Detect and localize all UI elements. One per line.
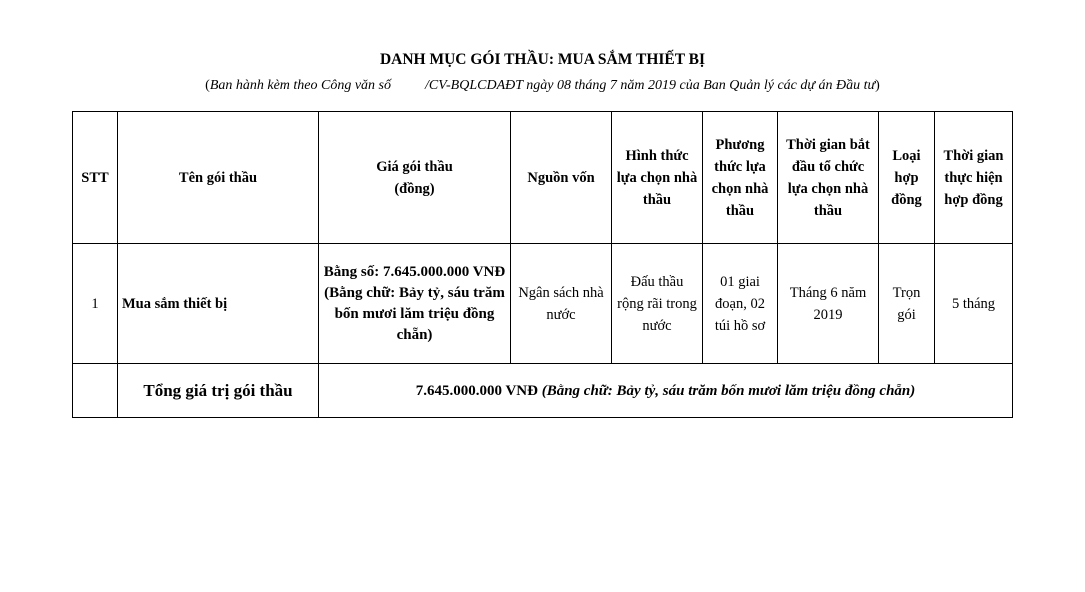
subtitle-open-paren: (: [205, 78, 210, 93]
cell-duration: 5 tháng: [935, 244, 1013, 364]
cell-fund-source: Ngân sách nhà nước: [511, 244, 612, 364]
table-header-row: [73, 112, 1013, 244]
header-price: [319, 112, 511, 244]
document-title: DANH MỤC GÓI THẦU: MUA SẮM THIẾT BỊ: [379, 51, 706, 68]
cell-selection-method: 01 giai đoạn, 02 túi hồ sơ: [703, 244, 778, 364]
total-value: [319, 364, 1013, 418]
header-fund-source: Nguồn vốn: [511, 112, 612, 244]
header-price-line1: Giá gói thầu: [376, 158, 453, 175]
subtitle-close-paren: ): [875, 78, 880, 93]
header-package-name: Tên gói thầu: [118, 112, 319, 244]
header-selection-form: Hình thức lựa chọn nhà thầu: [612, 112, 703, 244]
header-stt: STT: [73, 112, 118, 244]
bid-package-table: [72, 111, 1013, 418]
total-value-words: (Bằng chữ: Bảy tỷ, sáu trăm bốn mươi lăm triệu đồng chẵn): [541, 382, 916, 399]
cell-package-name: Mua sắm thiết bị: [118, 244, 319, 364]
table-total-row: [73, 364, 1013, 418]
subtitle-part2: /CV-BQLCDAĐT ngày 08 tháng 7 năm 2019 của Ban Quản lý các dự án Đầu tư: [425, 78, 876, 93]
table-row: [73, 244, 1013, 364]
cell-selection-form: Đấu thầu rộng rãi trong nước: [612, 244, 703, 364]
cell-start-time: Tháng 6 năm 2019: [778, 244, 879, 364]
total-label: Tổng giá trị gói thầu: [118, 364, 319, 418]
cell-total-empty: [73, 364, 118, 418]
document-subtitle: [0, 76, 1085, 96]
header-duration: Thời gian thực hiện hợp đồng: [935, 112, 1013, 244]
cell-contract-type: Trọn gói: [879, 244, 935, 364]
total-value-number: 7.645.000.000 VNĐ: [415, 382, 538, 399]
header-selection-method: Phương thức lựa chọn nhà thầu: [703, 112, 778, 244]
cell-price: Bằng số: 7.645.000.000 VNĐ (Bằng chữ: Bảy tỷ, sáu trăm bốn mươi lăm triệu đồng chẵn): [319, 244, 511, 364]
header-contract-type: Loại hợp đồng: [879, 112, 935, 244]
header-price-line2: (đồng): [394, 180, 435, 197]
cell-stt: 1: [73, 244, 118, 364]
subtitle-part1: Ban hành kèm theo Công văn số: [209, 78, 392, 93]
header-start-time: Thời gian bắt đầu tổ chức lựa chọn nhà thầu: [778, 112, 879, 244]
